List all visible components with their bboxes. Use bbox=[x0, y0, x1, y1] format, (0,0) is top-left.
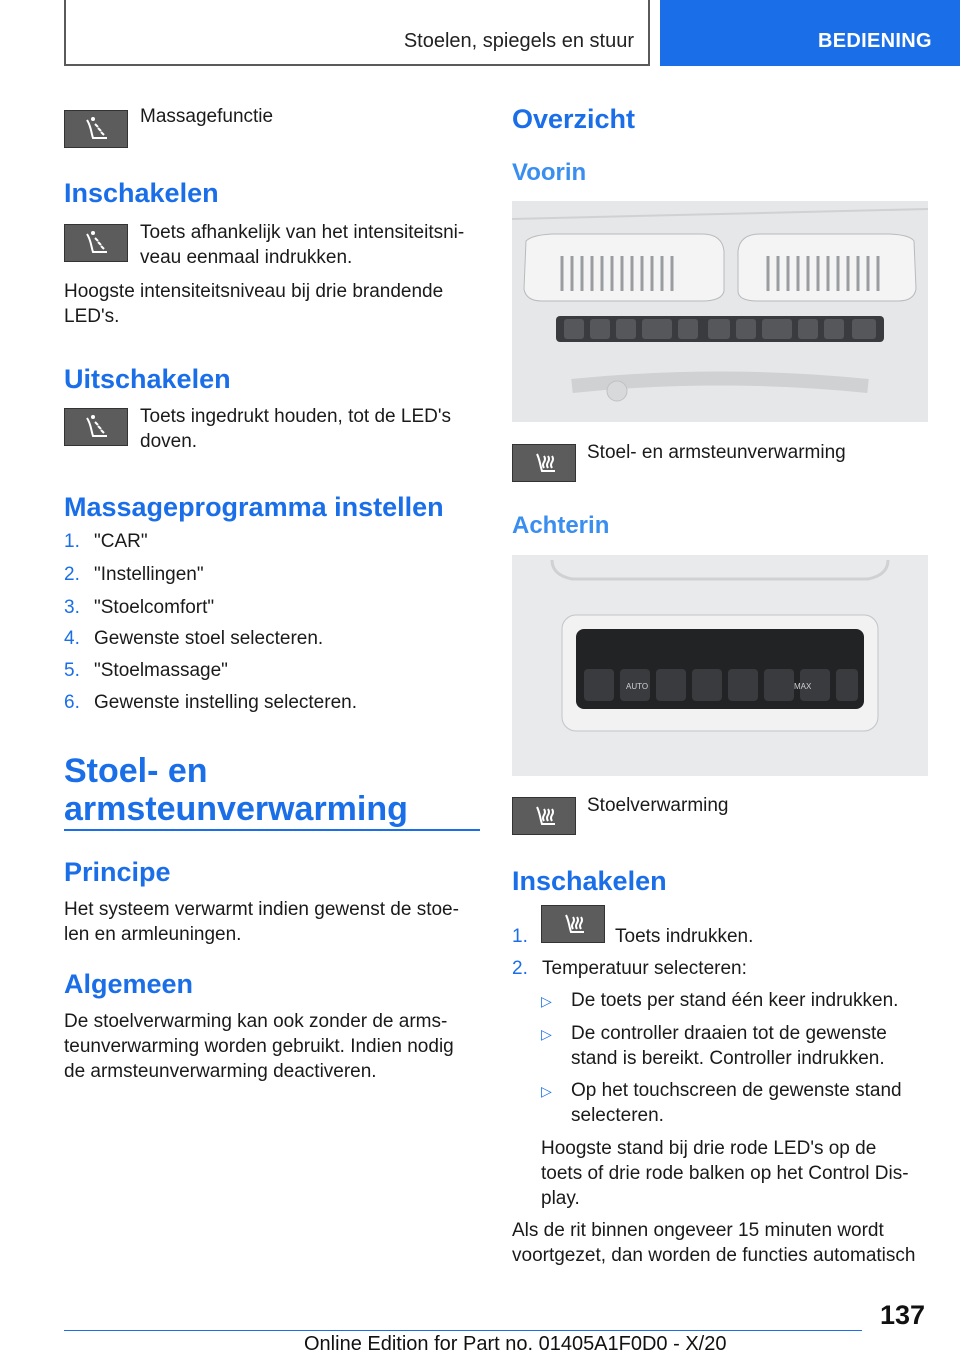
tail-line: Als de rit binnen ongeveer 15 minuten wordt bbox=[512, 1220, 884, 1241]
seat-heating-icon bbox=[512, 797, 576, 835]
page-number: 137 bbox=[880, 1300, 926, 1330]
massage-icon bbox=[64, 408, 128, 446]
section-title-line: Stoel- en bbox=[64, 752, 208, 790]
svg-text:MAX: MAX bbox=[794, 682, 812, 691]
section-title: Stoelen, spiegels en stuur bbox=[403, 30, 634, 52]
general-line: de armsteunverwarming deactiveren. bbox=[64, 1061, 377, 1082]
heading-inschakelen-right: Inschakelen bbox=[512, 866, 667, 896]
bullet-item: ▷ De controller draaien tot de gewenste bbox=[541, 1023, 887, 1044]
general-line: De stoelverwarming kan ook zonder de arms- bbox=[64, 1011, 448, 1032]
heading-overzicht: Overzicht bbox=[512, 104, 636, 134]
list-item: 1. bbox=[512, 926, 528, 947]
section-rule bbox=[64, 829, 480, 831]
section-title-line: armsteunverwarming bbox=[64, 790, 408, 828]
heading-algemeen: Algemeen bbox=[64, 969, 194, 999]
bullet-item: ▷ De toets per stand één keer indrukken. bbox=[541, 990, 899, 1011]
list-item: 2. Temperatuur selecteren: bbox=[512, 958, 747, 979]
off-text-line: Toets ingedrukt houden, tot de LED's bbox=[140, 406, 451, 427]
general-line: teunverwarming worden gebruikt. Indien nodig bbox=[64, 1036, 454, 1057]
list-item: 4. Gewenste stoel selecteren. bbox=[64, 628, 324, 649]
heading-voorin: Voorin bbox=[512, 159, 587, 186]
front-control-panel-photo bbox=[512, 201, 928, 422]
on-text-line: veau eenmaal indrukken. bbox=[140, 247, 353, 268]
heading-massageprogramma: Massageprogramma instellen bbox=[64, 492, 444, 522]
heading-achterin: Achterin bbox=[512, 512, 610, 539]
bullet-item-cont: selecteren. bbox=[571, 1105, 664, 1126]
list-item: 3. "Stoelcomfort" bbox=[64, 597, 215, 618]
footer-rule bbox=[64, 1330, 862, 1331]
chapter-tab bbox=[660, 0, 960, 66]
note-line: toets of drie rode balken op het Control Dis- bbox=[541, 1163, 909, 1184]
list-item: 6. Gewenste instelling selecteren. bbox=[64, 692, 357, 713]
bullet-item: ▷ Op het touchscreen de gewenste stand bbox=[541, 1080, 902, 1101]
bullet-item-cont: stand is bereikt. Controller indrukken. bbox=[571, 1048, 885, 1069]
chapter-label: BEDIENING bbox=[818, 30, 932, 52]
list-item: 2. "Instellingen" bbox=[64, 564, 204, 585]
seat-heating-icon bbox=[541, 905, 605, 943]
principle-line: len en armleuningen. bbox=[64, 924, 242, 945]
on-text-line: Toets afhankelijk van het intensiteitsni- bbox=[140, 222, 465, 243]
off-text-line: doven. bbox=[140, 431, 198, 452]
heading-inschakelen: Inschakelen bbox=[64, 178, 219, 208]
rear-icon-label: Stoelverwarming bbox=[587, 795, 729, 816]
running-header bbox=[64, 0, 650, 66]
tail-line: voortgezet, dan worden de functies automatisch bbox=[512, 1245, 916, 1266]
on-note-line: Hoogste intensiteitsniveau bij drie brandende bbox=[64, 281, 444, 302]
principle-line: Het systeem verwarmt indien gewenst de stoe- bbox=[64, 899, 459, 920]
note-line: Hoogste stand bij drie rode LED's op de bbox=[541, 1138, 877, 1159]
front-icon-label: Stoel- en armsteunverwarming bbox=[587, 442, 846, 463]
massage-icon bbox=[64, 224, 128, 262]
step1-text: Toets indrukken. bbox=[615, 926, 754, 947]
seat-heating-icon bbox=[512, 444, 576, 482]
list-item: 5. "Stoelmassage" bbox=[64, 660, 228, 681]
list-item: 1. "CAR" bbox=[64, 531, 148, 552]
heading-uitschakelen: Uitschakelen bbox=[64, 364, 231, 394]
edition-footer: Online Edition for Part no. 01405A1F0D0 - X/20 bbox=[304, 1333, 727, 1355]
rear-control-panel-photo bbox=[512, 555, 928, 776]
massage-icon-label: Massagefunctie bbox=[140, 106, 274, 127]
svg-text:AUTO: AUTO bbox=[626, 682, 649, 691]
on-note-line: LED's. bbox=[64, 306, 120, 327]
note-line: play. bbox=[541, 1188, 580, 1209]
massage-icon bbox=[64, 110, 128, 148]
heading-principe: Principe bbox=[64, 857, 171, 887]
